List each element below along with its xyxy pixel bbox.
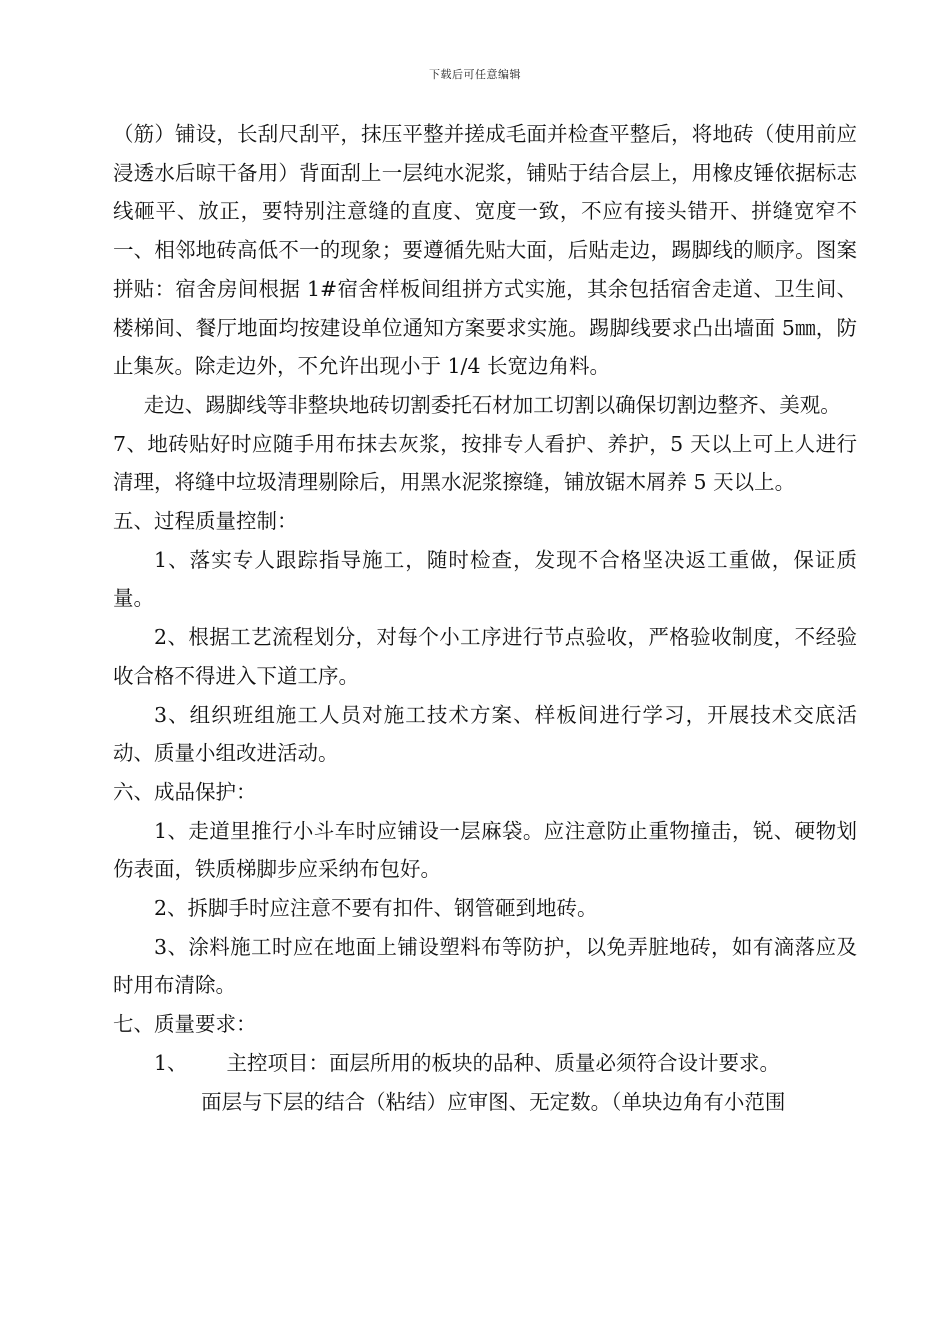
section-6-title: 六、成品保护：: [113, 779, 257, 804]
section-5-item-2: 2、根据工艺流程划分，对每个小工序进行节点验收，严格验收制度，不经验收合格不得进入下道工序。: [113, 625, 857, 688]
paragraph-step-7: 7、地砖贴好时应随手用布抹去灰浆，按排专人看护、养护，5 天以上可上人进行清理，将缝中垃圾清理剔除后，用黑水泥浆擦缝，铺放锯木屑养 5 天以上。: [113, 431, 857, 495]
section-5-item-3: 3、组织班组施工人员对施工技术方案、样板间进行学习，开展技术交底活动、质量小组改进活动。: [113, 702, 857, 766]
section-7-item-1-text: 主控项目：面层所用的板块的品种、质量必须符合设计要求。: [226, 1050, 780, 1075]
paragraph-edge-cutting: 走边、踢脚线等非整块地砖切割委托石材加工切割以确保切割边整齐、美观。: [143, 392, 841, 417]
header-note: 下载后可任意编辑: [429, 68, 521, 81]
section-6-item-2: 2、拆脚手时应注意不要有扣件、钢管砸到地砖。: [154, 896, 598, 921]
section-6-item-1: 1、走道里推行小斗车时应铺设一层麻袋。应注意防止重物撞击，锐、硬物划伤表面，铁质梯脚步应采纳布包好。: [113, 818, 857, 882]
paragraph-tiling-procedure: （筋）铺设，长刮尺刮平，抹压平整并搓成毛面并检查平整后，将地砖（使用前应浸透水后晾干备用）背面刮上一层纯水泥浆，铺贴于结合层上，用橡皮锤依据标志线砸平、放正，要特别注意缝的直度、宽度一致，不应有接头错开、拼缝宽窄不一、相邻地砖高低不一的现象；要遵循先贴大面，后贴走边，踢脚线的顺序。图案拼贴：宿舍房间根据 1#宿舍样板间组拼方式实施，其余包括宿舍走道、卫生间、楼梯间、餐厅地面均按建设单位通知方案要求实施。踢脚线要求凸出墙面 5㎜，防止集灰。除走边外，不允许出现小于 1/4 长宽边角料。: [113, 122, 857, 379]
section-7-item-1-continuation: 面层与下层的结合（粘结）应审图、无定数。（单块边角有小范围: [201, 1089, 786, 1114]
section-6-item-3: 3、涂料施工时应在地面上铺设塑料布等防护，以免弄脏地砖，如有滴落应及时用布清除。: [113, 934, 857, 998]
section-5-title: 五、过程质量控制：: [113, 509, 298, 534]
section-5-item-1: 1、落实专人跟踪指导施工，随时检查，发现不合格坚决返工重做，保证质量。: [113, 547, 857, 611]
section-7-item-1: [113, 1044, 857, 1083]
document-body: [113, 115, 857, 1121]
section-7-item-1-number: 1、: [154, 1050, 188, 1075]
section-7-title: 七、质量要求：: [113, 1012, 257, 1037]
